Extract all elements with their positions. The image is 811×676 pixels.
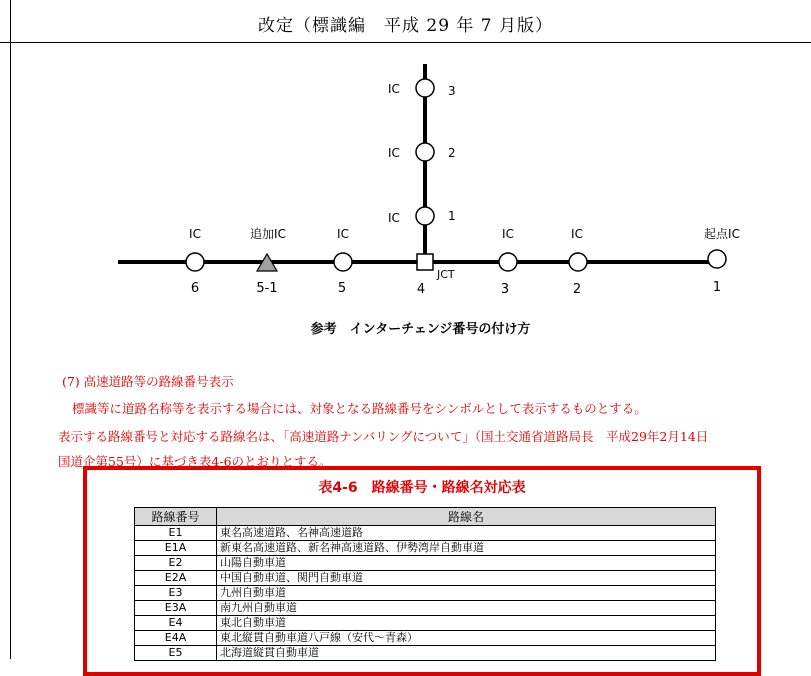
route-code: E3 <box>135 586 217 601</box>
main-node-6 <box>186 227 204 296</box>
jct-label: JCT <box>437 268 455 281</box>
main-node-top-label: IC <box>189 227 201 241</box>
table-row <box>135 646 716 661</box>
branch-node-label: IC <box>388 211 400 225</box>
section-heading: (7) 高速道路等の路線番号表示 <box>62 374 234 389</box>
table-row <box>135 556 716 571</box>
route-number-table <box>134 507 716 661</box>
route-code: E2 <box>135 556 217 571</box>
table-row <box>135 601 716 616</box>
main-node-number: 1 <box>712 280 722 295</box>
branch-node-3 <box>388 79 456 98</box>
route-name: 東北自動車道 <box>217 616 716 631</box>
route-code: E3A <box>135 601 217 616</box>
branch-node-1 <box>388 207 456 225</box>
branch-node-number: 1 <box>448 209 456 223</box>
main-node-1-start <box>704 226 740 295</box>
branch-node-number: 2 <box>448 146 456 160</box>
section-paragraph-2-line-2: 国道企第55号）に基づき表4-6のとおりとする。 <box>58 454 332 469</box>
main-node-number: 3 <box>500 282 510 297</box>
route-code: E4A <box>135 631 217 646</box>
branch-node-number: 3 <box>448 84 456 98</box>
main-node-number: 6 <box>190 281 200 296</box>
table-row <box>135 586 716 601</box>
interchange-numbering-diagram <box>0 42 811 312</box>
main-node-top-label: 起点IC <box>704 227 740 241</box>
route-name: 中国自動車道、関門自動車道 <box>217 571 716 586</box>
table-row <box>135 571 716 586</box>
route-code: E1A <box>135 541 217 556</box>
route-name: 東北縦貫自動車道八戸線（安代～青森） <box>217 631 716 646</box>
table-header-row <box>135 508 716 526</box>
route-code: E2A <box>135 571 217 586</box>
main-node-3 <box>499 227 517 297</box>
route-name: 山陽自動車道 <box>217 556 716 571</box>
main-node-top-label: IC <box>571 227 583 241</box>
branch-node-2 <box>388 143 456 161</box>
main-node-number: 5-1 <box>256 281 278 296</box>
main-node-5 <box>334 227 352 296</box>
main-node-number: 2 <box>572 282 582 297</box>
route-name: 北海道縦貫自動車道 <box>217 646 716 661</box>
main-node-top-label: IC <box>337 227 349 241</box>
route-code: E4 <box>135 616 217 631</box>
header-route-number: 路線番号 <box>135 508 217 526</box>
section-paragraph-2-line-1: 表示する路線番号と対応する路線名は、「高速道路ナンバリングについて」（国土交通省道路局長 平成29年2月14日 <box>58 429 709 444</box>
main-node-top-label: IC <box>502 227 514 241</box>
main-node-2 <box>569 227 587 297</box>
header-route-name: 路線名 <box>217 508 716 526</box>
route-name: 新東名高速道路、新名神高速道路、伊勢湾岸自動車道 <box>217 541 716 556</box>
table-title: 表4-6 路線番号・路線名対応表 <box>318 480 526 496</box>
main-node-number: 5 <box>337 281 347 296</box>
route-name: 九州自動車道 <box>217 586 716 601</box>
route-code: E1 <box>135 526 217 541</box>
main-node-top-label: 追加IC <box>250 227 286 241</box>
table-row <box>135 631 716 646</box>
table-row <box>135 616 716 631</box>
table-row <box>135 541 716 556</box>
diagram-caption: 参考 インターチェンジ番号の付け方 <box>310 322 531 337</box>
route-code: E5 <box>135 646 217 661</box>
branch-node-label: IC <box>388 146 400 160</box>
page-header-title: 改定（標識編 平成 29 年 7 月版） <box>257 16 554 36</box>
branch-node-label: IC <box>388 82 400 96</box>
section-paragraph-1: 標識等に道路名称等を表示する場合には、対象となる路線番号をシンボルとして表示するものとする。 <box>72 401 647 416</box>
route-name: 東名高速道路、名神高速道路 <box>217 526 716 541</box>
route-name: 南九州自動車道 <box>217 601 716 616</box>
main-node-number: 4 <box>416 282 426 297</box>
table-row <box>135 526 716 541</box>
